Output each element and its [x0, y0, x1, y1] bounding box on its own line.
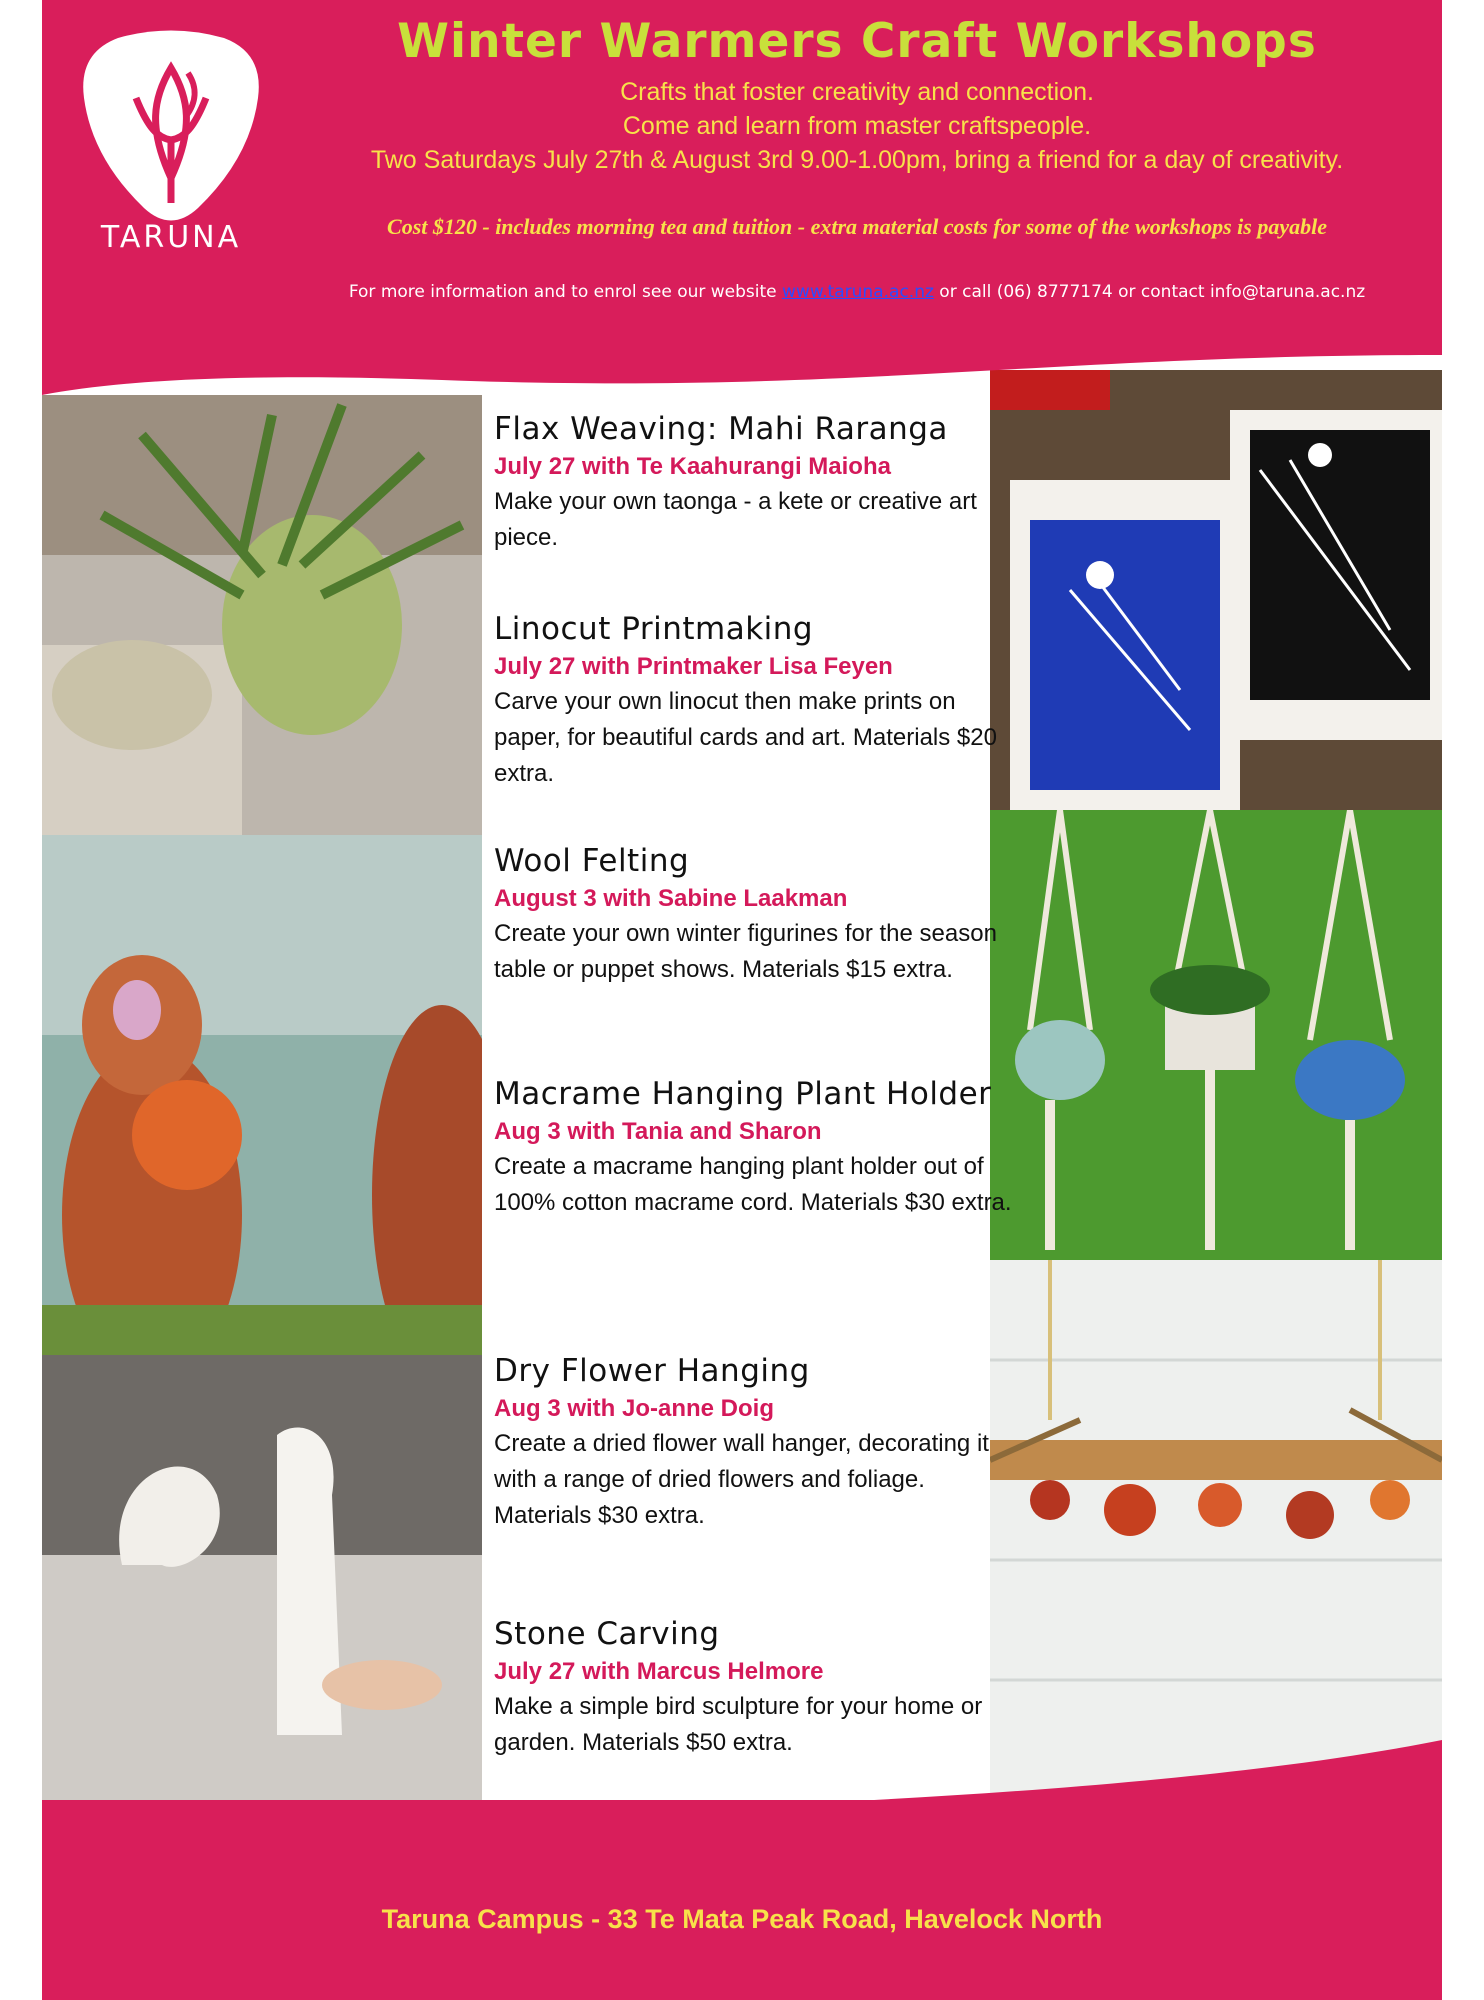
workshop-subtitle: July 27 with Te Kaahurangi Maioha	[494, 453, 891, 480]
workshop-macrame	[494, 1073, 1014, 1221]
photo-flax-weaving	[42, 395, 482, 835]
workshop-dry-flower	[494, 1350, 1014, 1534]
workshop-title: Stone Carving	[494, 1616, 720, 1652]
tagline-1: Crafts that foster creativity and connection.	[620, 78, 1094, 106]
header-wave	[42, 335, 1442, 395]
photo-dry-flower	[990, 1260, 1442, 1800]
page-title: Winter Warmers Craft Workshops	[397, 14, 1317, 69]
campus-address: Taruna Campus - 33 Te Mata Peak Road, Havelock North	[381, 1904, 1103, 1934]
flyer-page	[42, 0, 1442, 2000]
info-prefix: For more information and to enrol see our website	[348, 282, 783, 302]
header-banner	[42, 0, 1442, 340]
info-text	[282, 282, 1432, 302]
tagline-2: Come and learn from master craftspeople.	[622, 112, 1092, 140]
workshop-wool-felting	[494, 840, 1014, 988]
footer-banner	[42, 1800, 1442, 2000]
workshop-stone-carving	[494, 1613, 1014, 1761]
taruna-logo	[78, 28, 264, 268]
workshop-flax-weaving	[494, 408, 1014, 556]
workshop-description: Carve your own linocut then make prints on paper, for beautiful cards and art. Materials $20 extra.	[494, 688, 997, 787]
website-link[interactable]: www.taruna.ac.nz	[782, 282, 934, 302]
cost-text: Cost $120 - includes morning tea and tuition - extra material costs for some of the workshops is payable	[387, 214, 1327, 239]
taruna-logo-icon	[78, 28, 264, 228]
workshop-linocut	[494, 608, 1014, 792]
workshop-description: Create your own winter figurines for the season table or puppet shows. Materials $15 extra.	[494, 920, 997, 983]
workshop-subtitle: July 27 with Marcus Helmore	[494, 1658, 824, 1685]
workshop-title: Macrame Hanging Plant Holder	[494, 1076, 992, 1112]
workshop-title: Wool Felting	[494, 843, 690, 879]
workshop-subtitle: July 27 with Printmaker Lisa Feyen	[494, 653, 893, 680]
workshop-subtitle: Aug 3 with Tania and Sharon	[494, 1118, 822, 1145]
photo-wool-felting	[42, 835, 482, 1355]
photo-macrame	[990, 810, 1442, 1260]
workshop-title: Dry Flower Hanging	[494, 1353, 810, 1389]
workshop-title: Linocut Printmaking	[494, 611, 814, 647]
workshop-subtitle: Aug 3 with Jo-anne Doig	[494, 1395, 774, 1422]
workshop-title: Flax Weaving: Mahi Raranga	[494, 411, 948, 447]
workshop-description: Create a dried flower wall hanger, decorating it with a range of dried flowers and foliage. Materials $30 extra.	[494, 1430, 989, 1529]
workshop-description: Make a simple bird sculpture for your home or garden. Materials $50 extra.	[494, 1693, 983, 1756]
logo-text: TARUNA	[100, 220, 242, 255]
workshop-subtitle: August 3 with Sabine Laakman	[494, 885, 848, 912]
workshop-description: Make your own taonga - a kete or creative art piece.	[494, 488, 977, 551]
workshop-description: Create a macrame hanging plant holder out of 100% cotton macrame cord. Materials $30 extra.	[494, 1153, 1012, 1216]
tagline-3: Two Saturdays July 27th & August 3rd 9.00-1.00pm, bring a friend for a day of creativity.	[370, 146, 1344, 174]
info-suffix: or call (06) 8777174 or contact info@taruna.ac.nz	[933, 282, 1366, 302]
photo-linocut	[990, 370, 1442, 810]
